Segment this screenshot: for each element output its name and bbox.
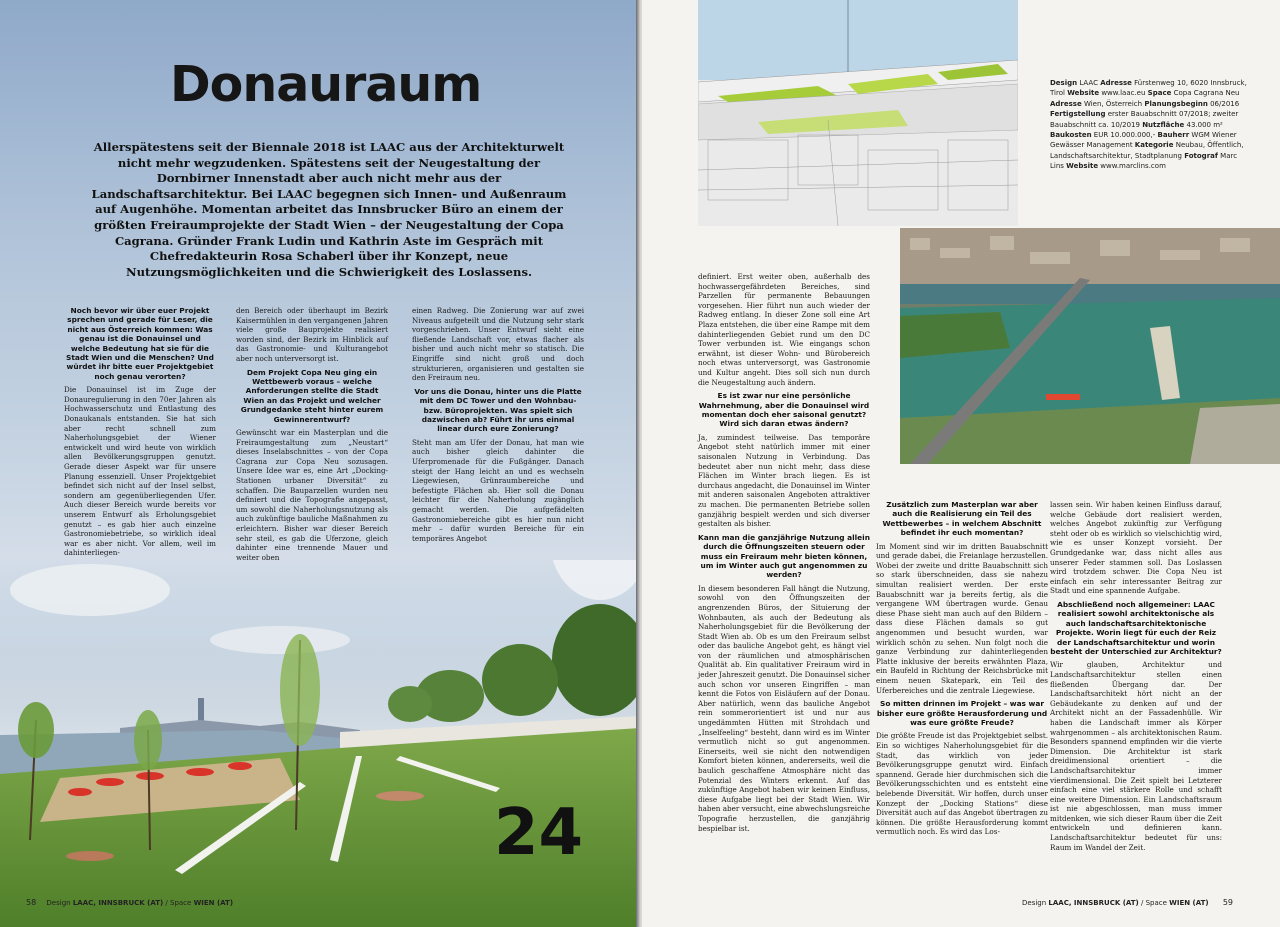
answer: den Bereich oder überhaupt im Bezirk Kaisermühlen in den vergangenen Jahren viele große Bauprojekte realisiert worden sind, der Bezirk im Hinblick auf das Gastronomie- und Kulturangebot aber noch unterversorgt ist. [236, 306, 388, 363]
credit-value: WGM Wiener Gewässer Management [1050, 131, 1237, 150]
credit-label: Kategorie [1134, 141, 1174, 150]
left-column-3 [412, 306, 584, 547]
answer: Ja, zumindest teilweise. Das temporäre Angebot steht natürlich immer mit einer saisonalen Nutzung in Verbindung. Das bedeutet aber nun nicht mehr, dass diese Flächen im Winter brach liegen. Es ist durchaus angedacht, die Donauinsel im Winter mit anderen saisonalen Angeboten attraktiver zu machen. Die permanenten Betriebe sollen ganzjährig bespielt werden und sich diverser gestalten als bisher. [698, 432, 870, 529]
site-plan-drawing [698, 0, 1018, 226]
question: Abschließend noch allgemeiner: LAAC realisiert sowohl architektonische als auch landschaftsarchitektonische Projekte. Worin liegt für euch der Reiz der Landschaftsarchitektur und worin besteht der Unterschied zur Architektur? [1050, 599, 1222, 656]
folio: 58 [26, 898, 37, 907]
right-footer: Design LAAC, INNSBRUCK (AT) / Space WIEN (AT) 59 [1022, 898, 1234, 907]
right-column-3 [1050, 500, 1222, 856]
credit-value: www.marclins.com [1100, 162, 1166, 171]
answer: Steht man am Ufer der Donau, hat man wie auch bisher gleich dahinter die Uferpromenade für die Fußgänger. Danach steigt der Hang leicht an und es wechseln Liegewiesen, Grünraumbereiche und befestigte Flächen ab. Hier soll die Donau leichter für die Naherholung zugänglich gemacht werden. Die aufgefädelten Gastronomiebereiche gibt es hier nun nicht mehr – dafür wurden Bereiche für ein temporäres Angebot [412, 437, 584, 543]
credit-label: Baukosten [1050, 131, 1092, 140]
question: So mitten drinnen im Projekt – was war bisher eure größte Herausforderung und was eure größte Freude? [876, 699, 1048, 727]
credit-label: Adresse [1100, 79, 1132, 87]
right-page [642, 0, 1280, 927]
right-column-2 [876, 500, 1048, 841]
answer: Gewünscht war ein Masterplan und die Freiraumgestaltung zum „Neustart“ dieses Inselabschnittes – von der Copa Cagrana zur Copa Neu sozusagen. Unsere Idee war es, eine Art „Docking-Stationen urbaner Diversität“ zu schaffen. Die Bauparzellen wurden neu definiert und die Topografie angepasst, um sowohl die Naherholungsnutzung als auch zukünftige bauliche Maßnahmen zu erleichtern. Bisher war dieser Bereich sehr steil, es gab die Uferzone, gleich dahinter eine trennende Mauer und weiter oben [236, 428, 388, 562]
answer: definiert. Erst weiter oben, außerhalb des hochwassergefährdeten Bereiches, sind Parzellen für permanente Bebauungen vorgesehen. Hier führt nun auch wieder der Radweg entlang. In dieser Zone soll eine Art Plaza entstehen, die über eine Rampe mit dem dahinterliegenden Gebiet rund um den DC Tower verbunden ist. Wie eingangs schon erwähnt, ist dieser Wohn- und Bürobereich noch etwas unterversorgt, was Gastronomie und Kultur angeht. Dies soll sich nun durch die Neugestaltung auch ändern. [698, 272, 870, 387]
footer-space: WIEN (AT) [193, 899, 234, 907]
question: Dem Projekt Copa Neu ging ein Wettbewerb voraus – welche Anforderungen stellte die Stadt Wien an das Projekt und welcher Grundgedanke steht hinter eurem Gewinnerentwurf? [240, 367, 384, 424]
credit-label: Website [1066, 162, 1099, 171]
credit-value: Fürstenweg 10, 6020 Innsbruck, Tirol [1050, 79, 1247, 98]
credit-value: LAAC [1079, 79, 1098, 87]
credit-label: Design [1050, 79, 1078, 87]
credit-label: Adresse [1050, 99, 1082, 108]
answer: Wir glauben, Architektur und Landschaftsarchitektur stellen einen fließenden Übergang dar. Der Landschaftsarchitekt hört nicht an der Gebäudekante zu denken auf und der Architekt nicht an der Fassadenhülle. Wir haben die Landschaft immer als Körper wahrgenommen – als architektonischen Raum. Besonders spannend empfinden wir die vierte Dimension. Die Architektur ist stark dreidimensional orientiert – die Landschaftsarchitektur immer vierdimensional. Die Zeit spielt bei Letzterer einfach eine viel stärkere Rolle und schafft eine weitere Dimension. Ein Landschaftsraum ist nie abgeschlossen, man muss immer mitdenken, wie sich dieser Raum über die Zeit entwickeln und definieren kann. Landschaftsarchitektur bedeutet für uns: Raum im Wandel der Zeit. [1050, 660, 1222, 852]
credit-value: 06/2016 [1210, 99, 1240, 108]
left-column-1 [64, 306, 216, 562]
question: Es ist zwar nur eine persönliche Wahrnehmung, aber die Donauinsel wird momentan doch eher saisonal genutzt? Wird sich daran etwas ändern? [698, 391, 870, 429]
folio: 59 [1222, 898, 1234, 907]
credit-value: 43.000 m² [1186, 120, 1223, 129]
credit-value: erster Bauabschnitt 07/2018; zweiter Bauabschnitt ca. 10/2019 [1050, 110, 1239, 129]
credit-label: Website [1067, 89, 1100, 98]
footer-design-label: Design [1022, 899, 1047, 907]
question: Vor uns die Donau, hinter uns die Platte mit dem DC Tower und den Wohnbau- bzw. Büroprojekten. Was spielt sich dazwischen ab? Führt ihr uns einmal linear durch eure Zonierung? [414, 386, 582, 434]
park-photo [0, 560, 640, 927]
credit-label: Fertigstellung [1050, 110, 1106, 119]
footer-space-label: Space [1145, 899, 1167, 907]
credit-label: Space [1147, 89, 1172, 98]
aerial-photo [900, 228, 1280, 464]
footer-space: WIEN (AT) [1169, 899, 1209, 907]
credit-value: Neubau, Öffentlich, Landschaftsarchitektur, Stadtplanung [1050, 141, 1244, 160]
answer: einen Radweg. Die Zonierung war auf zwei Niveaus aufgeteilt und die Nutzung sehr stark vorgeschrieben. Unser Entwurf sieht eine fließende Landschaft vor, etwas flacher als bisher und auch nicht mehr so statisch. Die Eingriffe sind nicht groß und doch strukturieren, organisieren und gestalten sie den Freiraum neu. [412, 306, 584, 383]
credit-value: Wien, Österreich [1083, 99, 1143, 108]
credit-label: Nutzfläche [1142, 120, 1185, 129]
article-lead: Allerspätestens seit der Biennale 2018 ist LAAC aus der Architekturwelt nicht mehr wegzudenken. Spätestens seit der Neugestaltung der Dornbirner Innenstadt aber auch nicht mehr aus der Landschaftsarchitektur. Bei LAAC begegnen sich Innen- und Außenraum auf Augenhöhe. Momentan arbeitet das Innsbrucker Büro an einem der größten Freiraumprojekte der Stadt Wien – der Neugestaltung der Copa Cagrana. Gründer Frank Ludin und Kathrin Aste im Gespräch mit Chefredakteurin Rosa Schaberl über ihr Konzept, neue Nutzungsmöglichkeiten und die Schwierigkeit des Loslassens. [91, 140, 567, 279]
answer: Die größte Freude ist das Projektgebiet selbst. Ein so wichtiges Naherholungsgebiet für die Stadt, das wirklich von jeder Bevölkerungsgruppe genutzt wird. Einfach spannend. Gerade hier durchmischen sich die Bevölkerungsschichten und es entsteht eine belebende Diversität. Wir hoffen, durch unser Konzept der „Docking Stations“ diese Diversität auch auf das Angebot übertragen zu können. Die größte Herausforderung kommt vermutlich noch. Es wird das Los- [876, 731, 1048, 837]
credit-label: Fotograf [1184, 151, 1218, 160]
answer: lassen sein. Wir haben keinen Einfluss darauf, welche Gebäude dort realisiert werden, welches Angebot zukünftig zur Verfügung steht oder ob es wirklich so vielschichtig wird, wie es unser Konzept vorsieht. Der Grundgedanke war, dass nicht alles aus unserer Feder stammen soll. Das Loslassen wird trotzdem schwer. Die Copa Neu ist einfach ein sehr interessanter Beitrag zur Stadt und eine spannende Aufgabe. [1050, 500, 1222, 596]
question: Zusätzlich zum Masterplan war aber auch die Realisierung ein Teil des Wettbewerbes – in welchem Abschnitt befindet ihr euch momentan? [882, 500, 1042, 538]
footer-design-label: Design [46, 899, 71, 907]
article-title: Donauraum [170, 56, 482, 113]
footer-space-label: Space [170, 899, 192, 907]
credit-value: Copa Cagrana Neu [1173, 89, 1240, 98]
question: Noch bevor wir über euer Projekt sprechen und gerade für Leser, die nicht aus Österreich kommen: Was genau ist die Donauinsel und welche Bedeutung hat sie für die Stadt Wien und die Menschen? Und würdet ihr bitte euer Projektgebiet noch genau verorten? [66, 306, 214, 381]
answer: In diesem besonderen Fall hängt die Nutzung, sowohl von den Öffnungszeiten der angrenzenden Büros, der Situierung der Wohnbauten, als auch der Bedeutung als Naherholungsgebiet für die Bevölkerung der Stadt Wien ab. Ob es um den Freiraum selbst oder das bauliche Angebot geht, es hängt viel von der räumlichen und atmosphärischen Qualität ab. Ein qualitativer Freiraum wird in jeder Jahreszeit genutzt. Die Donauinsel sicher auch schon vor unseren Eingriffen – man kennt die Fotos von Eisläufern auf der Donau. Aber natürlich, wenn das bauliche Angebot rein sommerorientiert ist und nur aus ungedämmten Hütten mit Strohdach und „Inselfeeling“ besteht, dann wird es im Winter vermutlich nicht so gut angenommen. Einerseits, weil sie nicht den notwendigen Komfort bieten können, andererseits, weil die baulich geschaffene Atmosphäre nicht das Potenzial des Winters erkennt. Auf das zukünftige Angebot haben wir keinen Einfluss, diese Aufgabe liegt bei der Stadt Wien. Wir haben aber versucht, eine abwechslungsreiche Topografie herzustellen, die ganzjährig bespielbar ist. [698, 583, 871, 833]
credit-value: Marc Lins [1050, 151, 1238, 171]
credit-value: www.laac.eu [1101, 89, 1146, 98]
project-credits [1050, 78, 1250, 172]
credit-label: Planungsbeginn [1144, 99, 1208, 108]
credit-label: Bauherr [1157, 131, 1190, 140]
credit-value: EUR 10.000.000,- [1093, 131, 1156, 140]
left-column-2 [236, 306, 388, 566]
footer-design: LAAC, INNSBRUCK (AT) [1048, 899, 1139, 907]
left-footer: 58 Design LAAC, INNSBRUCK (AT) / Space WIEN (AT) [26, 898, 234, 907]
answer: Die Donauinsel ist im Zuge der Donauregulierung in den 70er Jahren als Hochwasserschutz und Entlastung des Donaukanals entstanden. Sie hat sich aber recht schnell zum Naherholungsgebiet der Wiener entwickelt und wird heute von wirklich allen Bevölkerungsgruppen genutzt. Gerade dieser Aspekt war für unsere Planung essenziell. Unser Projektgebiet befindet sich nicht auf der Insel selbst, sondern am gegenüberliegenden Ufer. Auch dieser Bereich wurde bereits vor unserem Entwurf als Erholungsgebiet genutzt – es gab hier auch einzelne Gastronomiebetriebe, so wirklich ideal war es aber nicht. Vor allem, weil im dahinterliegen- [64, 385, 216, 558]
right-column-1 [698, 272, 870, 837]
issue-number: 24 [494, 796, 584, 870]
answer: Im Moment sind wir im dritten Bauabschnitt und gerade dabei, die Freianlage herzustellen. Wobei der zweite und dritte Bauabschnitt sich so stark überschneiden, dass sie nahezu simultan realisiert werden. Der erste Bauabschnitt war ja bereits fertig, als die vergangene WM übertragen wurde. Genau diese Phase sieht man auch auf den Bildern – dass diese Flächen damals so gut angenommen und besucht wurden, war wirklich schön zu sehen. Nun folgt noch die ganze Verbindung zur dahinterliegenden Platte inklusive der bereits erwähnten Plaza, ein Baufeld in Richtung der Reichsbrücke mit einem neuen Skatepark, ein Teil des Uferbereiches und die zentrale Liegewiese. [876, 541, 1048, 695]
question: Kann man die ganzjährige Nutzung allein durch die Öffnungszeiten steuern oder muss ein Freiraum mehr bieten können, um im Winter auch gut angenommen zu werden? [698, 532, 870, 580]
footer-design: LAAC, INNSBRUCK (AT) [72, 899, 164, 907]
